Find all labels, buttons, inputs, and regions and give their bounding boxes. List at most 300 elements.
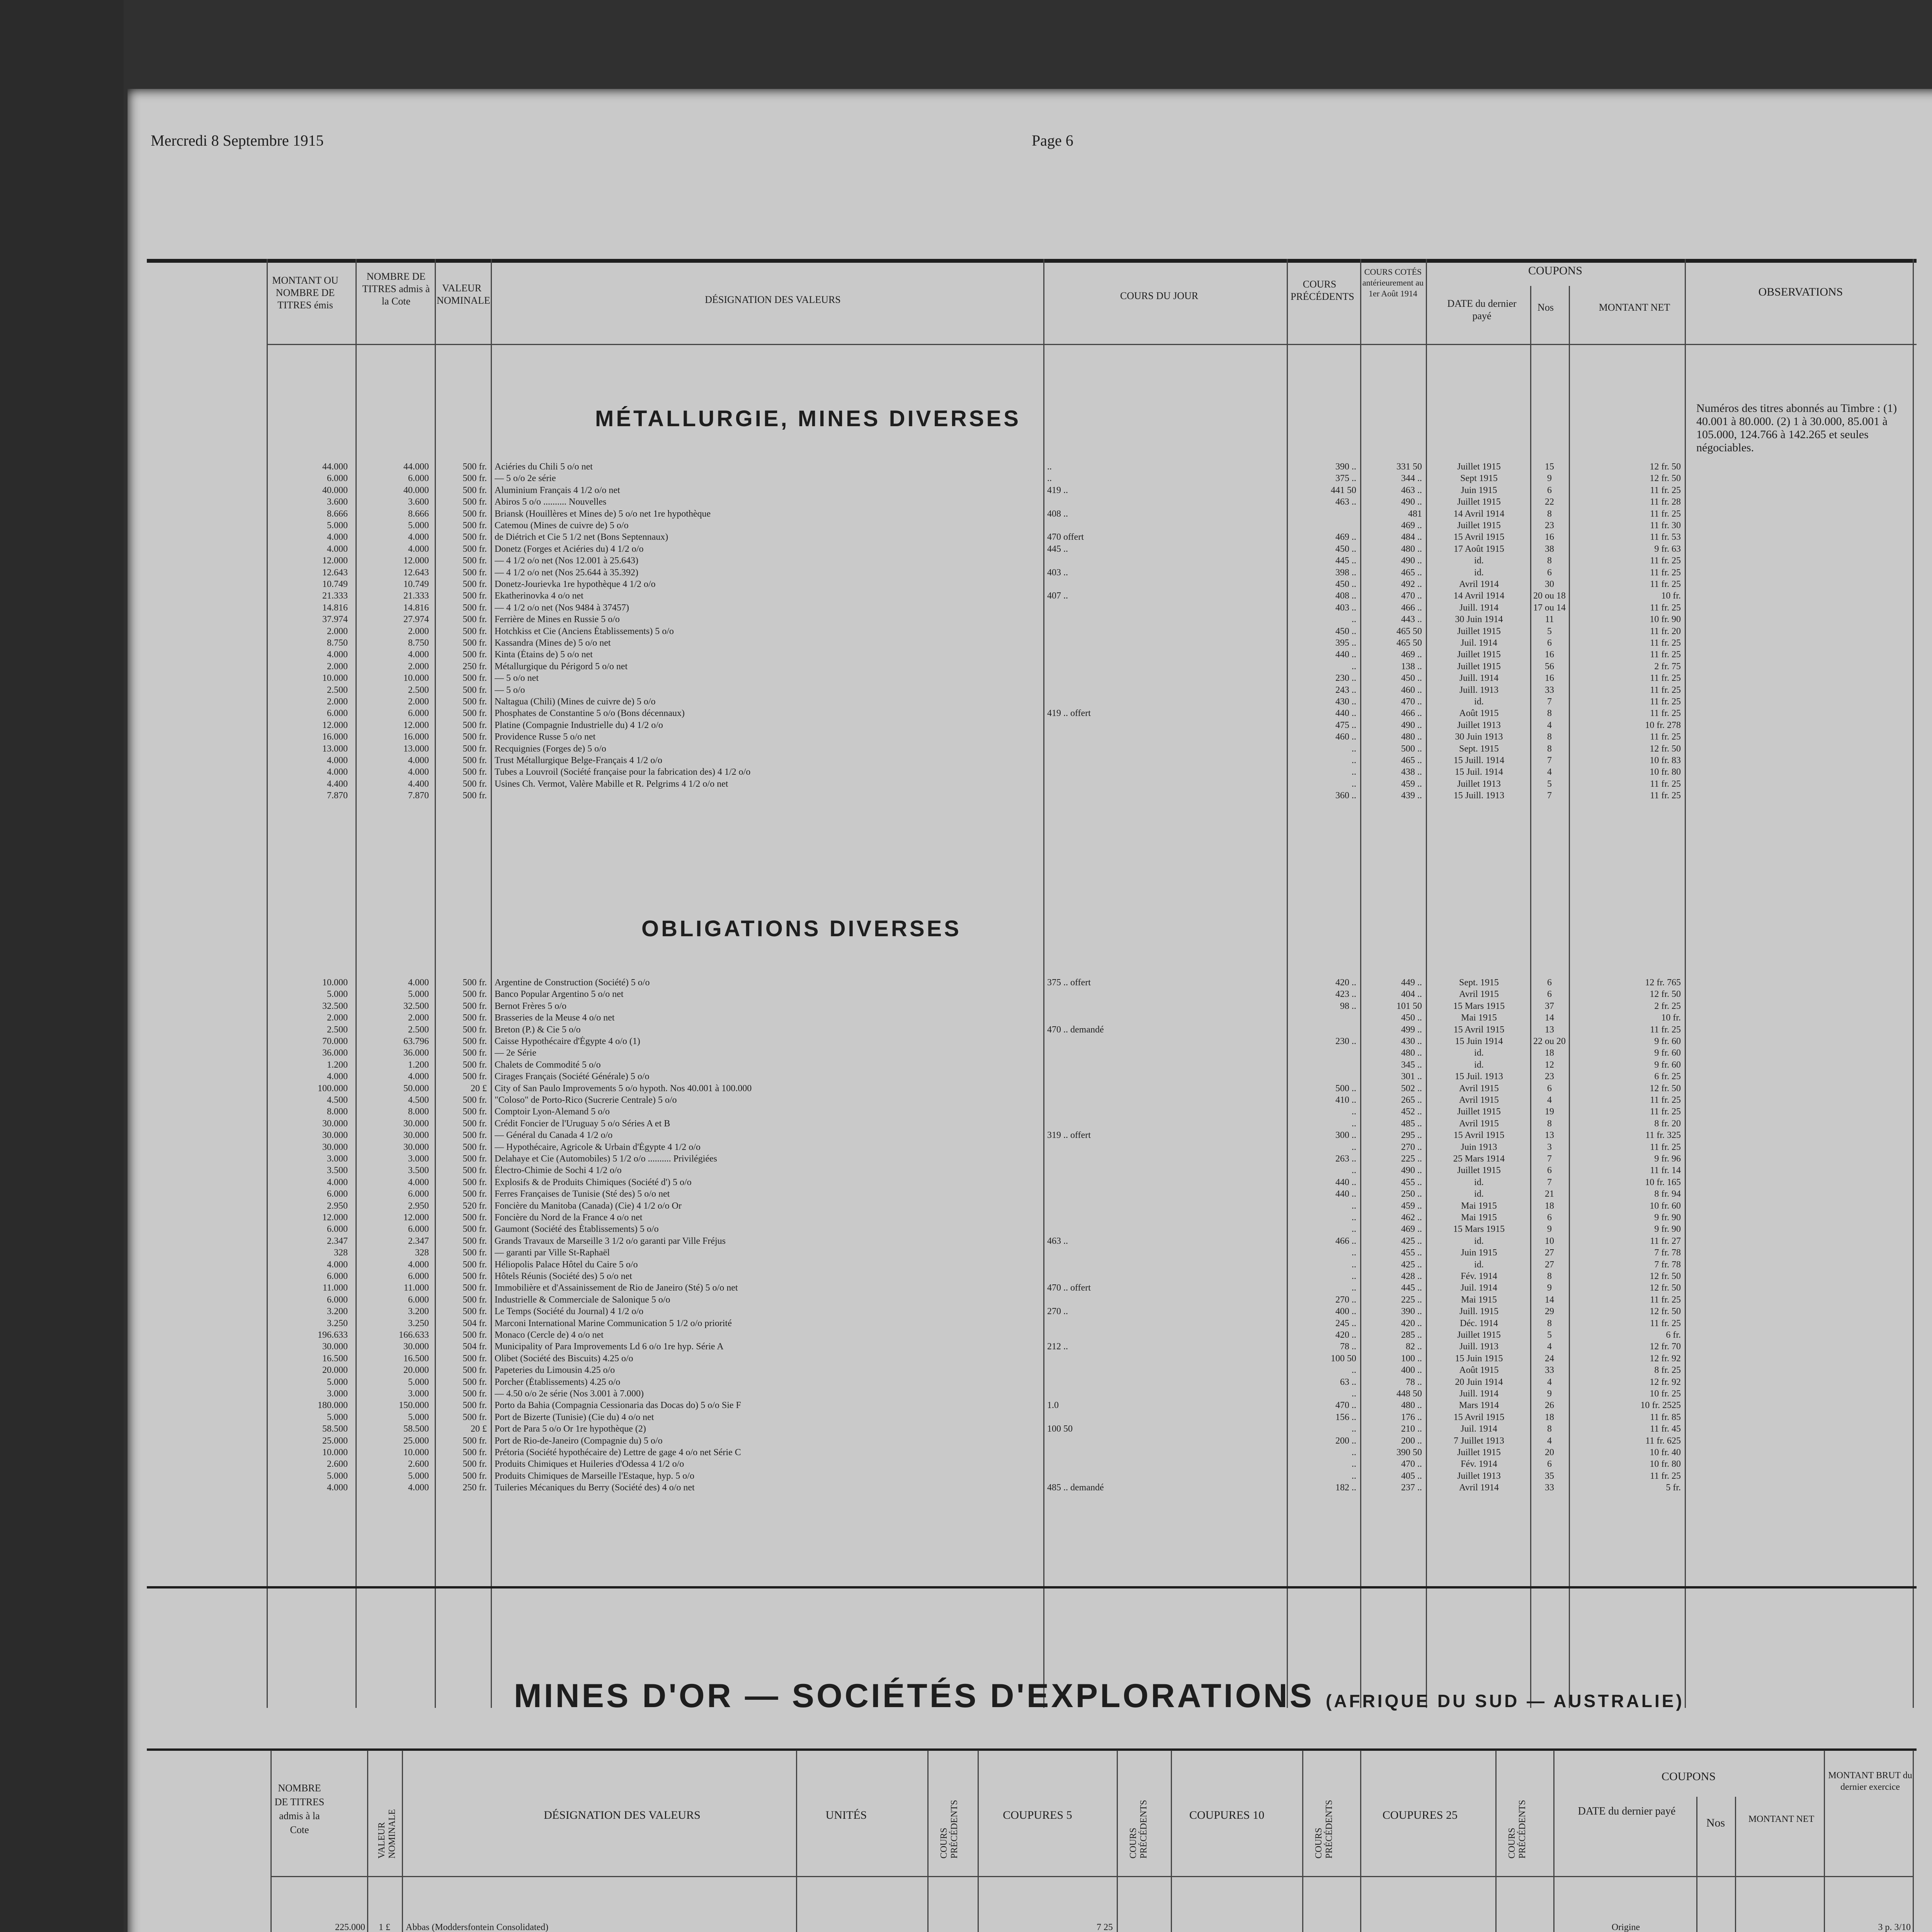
date-dernier-paye: Juillet 1915 (1457, 1330, 1501, 1340)
vrule (927, 1750, 929, 1932)
cours-precedent: 263 .. (1335, 1154, 1356, 1164)
cours-precedent: 100 50 (1331, 1353, 1356, 1364)
cours-cote: 470 .. (1401, 1459, 1422, 1469)
designation: Kinta (Étains de) 5 o/o net (495, 650, 593, 660)
valeur-nominale: 500 fr. (463, 638, 487, 648)
designation: — 4.50 o/o 2e série (Nos 3.001 à 7.000) (495, 1389, 644, 1399)
titres-admis: 2.000 (408, 626, 429, 636)
cours-cote: 225 .. (1401, 1154, 1422, 1164)
date-dernier-paye: Août 1915 (1459, 708, 1499, 719)
titres-admis: 7.870 (408, 791, 429, 801)
titres-emis: 13.000 (322, 743, 348, 754)
date-dernier-paye: Juillet 1913 (1457, 720, 1501, 730)
titres-admis: 20.000 (403, 1365, 429, 1376)
titres-admis: 3.600 (408, 497, 429, 507)
designation: Recquignies (Forges de) 5 o/o (495, 743, 606, 754)
valeur-nominale: 500 fr. (463, 1400, 487, 1411)
titres-emis: 2.950 (327, 1201, 348, 1211)
valeur-nominale: 500 fr. (463, 989, 487, 1000)
cours-du-jour: 408 .. (1047, 509, 1068, 519)
coupon-numero: 15 (1545, 462, 1554, 472)
coupon-numero: 16 (1545, 532, 1554, 543)
col-coupons: COUPONS (1528, 264, 1583, 277)
montant-net: 11 fr. 25 (1650, 567, 1681, 578)
montant-net: 7 fr. 78 (1654, 1259, 1681, 1270)
montant-net: 10 fr. 60 (1650, 1201, 1681, 1211)
titres-admis: 4.000 (408, 1071, 429, 1082)
titres-emis: 25.000 (322, 1435, 348, 1446)
coupon-numero: 18 (1545, 1201, 1554, 1211)
coupon-numero: 4 (1547, 1342, 1552, 1352)
cours-precedent: .. (1352, 614, 1356, 625)
cours-cote: 466 .. (1401, 708, 1422, 719)
designation: Providence Russe 5 o/o net (495, 732, 596, 742)
titres-admis: 12.643 (403, 567, 429, 578)
col-cours-precedents: COURS PRÉCÉDENTS (1291, 279, 1354, 302)
cours-cote: 455 .. (1401, 1177, 1422, 1187)
valeur-nominale: 500 fr. (463, 579, 487, 589)
gold-col-date: DATE du dernier payé (1578, 1805, 1676, 1817)
cours-cote: 390 50 (1396, 1447, 1422, 1458)
montant-net: 12 fr. 70 (1650, 1342, 1681, 1352)
gold-col-cours-prec-4: COURS PRÉCÉDENTS (1507, 1799, 1527, 1859)
coupon-numero: 13 (1545, 1130, 1554, 1141)
designation: Hôtels Réunis (Société des) 5 o/o net (495, 1271, 632, 1281)
montant-net: 12 fr. 50 (1650, 1271, 1681, 1281)
cours-cote: 405 .. (1401, 1471, 1422, 1481)
valeur-nominale: 500 fr. (463, 650, 487, 660)
titres-emis: 5.000 (327, 1412, 348, 1422)
titres-emis: 12.000 (322, 556, 348, 566)
titres-admis: 4.000 (408, 978, 429, 988)
coupon-numero: 16 (1545, 650, 1554, 660)
vrule (1426, 259, 1427, 1708)
col-date-paye: DATE du dernier payé (1447, 298, 1517, 321)
valeur-nominale: 500 fr. (463, 732, 487, 742)
titres-emis: 3.000 (327, 1154, 348, 1164)
valeur-nominale: 500 fr. (463, 1177, 487, 1187)
cours-cote: 462 .. (1401, 1213, 1422, 1223)
cours-precedent: 408 .. (1335, 591, 1356, 601)
cours-precedent: 398 .. (1335, 567, 1356, 578)
valeur-nominale: 20 £ (471, 1083, 487, 1094)
cours-precedent: 410 .. (1335, 1095, 1356, 1105)
col-nombre: NOMBRE DE TITRES admis à la Cote (362, 271, 430, 307)
cours-precedent: 423 .. (1335, 989, 1356, 1000)
coupon-numero: 27 (1545, 1248, 1554, 1258)
montant-net: 12 fr. 50 (1650, 1306, 1681, 1317)
cours-cote: 470 .. (1401, 697, 1422, 707)
montant-net: 12 fr. 50 (1650, 1083, 1681, 1094)
cours-precedent: 440 .. (1335, 1189, 1356, 1199)
titres-emis: 4.000 (327, 650, 348, 660)
date-dernier-paye: Mai 1915 (1461, 1213, 1497, 1223)
cours-cote: 200 .. (1401, 1435, 1422, 1446)
designation: Donetz (Forges et Aciéries du) 4 1/2 o/o (495, 544, 644, 554)
coupon-numero: 18 (1545, 1048, 1554, 1058)
titres-admis: 4.000 (408, 767, 429, 777)
vrule (796, 1750, 797, 1932)
cours-cote: 480 .. (1401, 544, 1422, 554)
vrule (1735, 1797, 1736, 1932)
cours-precedent: .. (1352, 1459, 1356, 1469)
coupon-numero: 33 (1545, 1365, 1554, 1376)
cours-cote: 450 .. (1401, 673, 1422, 684)
montant-net: 11 fr. 20 (1650, 626, 1681, 636)
designation: Ekatherinovka 4 o/o net (495, 591, 583, 601)
designation: — Général du Canada 4 1/2 o/o (495, 1130, 613, 1141)
titres-admis: 2.000 (408, 661, 429, 672)
montant-net: 11 fr. 25 (1650, 1142, 1681, 1152)
cours-precedent: 400 .. (1335, 1306, 1356, 1317)
titres-admis: 3.000 (408, 1154, 429, 1164)
titres-admis: 166.633 (399, 1330, 429, 1340)
titres-admis: 8.666 (408, 509, 429, 519)
montant-net: 11 fr. 30 (1650, 520, 1681, 531)
titres-admis: 36.000 (403, 1048, 429, 1058)
cours-cote: 449 .. (1401, 978, 1422, 988)
coupon-numero: 30 (1545, 579, 1554, 589)
date-dernier-paye: 15 Juil. 1913 (1455, 1071, 1503, 1082)
date-dernier-paye: id. (1474, 1259, 1484, 1270)
coupon-numero: 8 (1547, 1424, 1552, 1434)
titres-emis: 328 (334, 1248, 348, 1258)
cours-cote: 463 .. (1401, 485, 1422, 495)
montant-net: 9 fr. 60 (1654, 1036, 1681, 1046)
valeur-nominale: 500 fr. (463, 1447, 487, 1458)
valeur-nominale: 500 fr. (463, 1189, 487, 1199)
montant-net: 12 fr. 50 (1650, 989, 1681, 1000)
cours-cote: 390 .. (1401, 1306, 1422, 1317)
date-dernier-paye: id. (1474, 697, 1484, 707)
section-metallurgie: MÉTALLURGIE, MINES DIVERSES (595, 406, 1021, 431)
cours-precedent: .. (1352, 1389, 1356, 1399)
cours-cote: 465 50 (1396, 626, 1422, 636)
titres-admis: 6.000 (408, 1189, 429, 1199)
cours-cote: 445 .. (1401, 1283, 1422, 1293)
gold-col-coupures10: COUPURES 10 (1189, 1809, 1265, 1821)
montant-net: 11 fr. 25 (1650, 732, 1681, 742)
titres-emis: 2.000 (327, 661, 348, 672)
valeur-nominale: 500 fr. (463, 1459, 487, 1469)
designation: Tuileries Mécaniques du Berry (Société des) 4 o/o net (495, 1483, 695, 1493)
titres-admis: 6.000 (408, 473, 429, 484)
designation: Hotchkiss et Cie (Anciens Établissements) 5 o/o (495, 626, 674, 636)
coupon-numero: 35 (1545, 1471, 1554, 1481)
montant-net: 11 fr. 45 (1650, 1424, 1681, 1434)
cours-cote: 404 .. (1401, 989, 1422, 1000)
cours-precedent: 430 .. (1335, 697, 1356, 707)
cours-precedent: 230 .. (1335, 1036, 1356, 1046)
designation: Porcher (Établissements) 4.25 o/o (495, 1377, 621, 1387)
coupon-numero: 7 (1547, 697, 1552, 707)
cours-precedent: 63 .. (1340, 1377, 1356, 1387)
cours-cote: 469 .. (1401, 1224, 1422, 1235)
vrule (978, 1750, 979, 1932)
coupon-numero: 5 (1547, 1330, 1552, 1340)
valeur-nominale: 500 fr. (463, 544, 487, 554)
titres-admis: 2.000 (408, 1013, 429, 1023)
titres-admis: 5.000 (408, 1471, 429, 1481)
designation: Municipality of Para Improvements Ld 6 o/o 1re hyp. Série A (495, 1342, 724, 1352)
cours-precedent: .. (1352, 1447, 1356, 1458)
coupon-numero: 18 (1545, 1412, 1554, 1422)
cours-cote: 345 .. (1401, 1060, 1422, 1070)
montant-net: 10 fr. 25 (1650, 1389, 1681, 1399)
valeur-nominale: 500 fr. (463, 1130, 487, 1141)
coupon-numero: 29 (1545, 1306, 1554, 1317)
montant-net: 11 fr. 28 (1650, 497, 1681, 507)
cours-precedent: .. (1352, 1424, 1356, 1434)
montant-net: 11 fr. 25 (1650, 1024, 1681, 1035)
cours-cote: 502 .. (1401, 1083, 1422, 1094)
cours-cote: 481 (1408, 509, 1422, 519)
coupon-numero: 33 (1545, 1483, 1554, 1493)
date-dernier-paye: Origine (1611, 1922, 1640, 1932)
cours-precedent: .. (1352, 1224, 1356, 1235)
cours-precedent: 420 .. (1335, 978, 1356, 988)
titres-admis: 10.000 (403, 673, 429, 684)
cours-cote: 425 .. (1401, 1236, 1422, 1246)
titres-emis: 3.500 (327, 1165, 348, 1176)
gold-col-designation: DÉSIGNATION DES VALEURS (544, 1809, 701, 1821)
cours-du-jour: 470 .. offert (1047, 1283, 1091, 1293)
montant-net: 9 fr. 60 (1654, 1048, 1681, 1058)
montant-net: 8 fr. 20 (1654, 1118, 1681, 1129)
coupon-numero: 22 (1545, 497, 1554, 507)
titres-emis: 30.000 (322, 1142, 348, 1152)
montant-net: 12 fr. 50 (1650, 473, 1681, 484)
cours-du-jour: 470 offert (1047, 532, 1084, 543)
titres-admis: 4.500 (408, 1095, 429, 1105)
titres-emis: 36.000 (322, 1048, 348, 1058)
designation: — 5 o/o net (495, 673, 539, 684)
designation: Trust Métallurgique Belge-Français 4 1/2 o/o (495, 755, 662, 765)
valeur-nominale: 500 fr. (463, 497, 487, 507)
cours-cote: 331 50 (1396, 462, 1422, 472)
vrule (1043, 259, 1044, 1708)
cours-precedent: .. (1352, 661, 1356, 672)
valeur-nominale: 500 fr. (463, 1060, 487, 1070)
designation: Abbas (Moddersfontein Consolidated) (406, 1922, 549, 1932)
cours-cote: 438 .. (1401, 767, 1422, 777)
vrule (1553, 1750, 1554, 1932)
designation: Ferrière de Mines en Russie 5 o/o (495, 614, 620, 625)
cours-precedent: .. (1352, 755, 1356, 765)
titres-emis: 6.000 (327, 473, 348, 484)
cours-cote: 480 .. (1401, 732, 1422, 742)
designation: Port de Para 5 o/o Or 1re hypothèque (2) (495, 1424, 646, 1434)
cours-cote: 430 .. (1401, 1036, 1422, 1046)
date-dernier-paye: Fév. 1914 (1461, 1271, 1497, 1281)
designation: Caisse Hypothécaire d'Égypte 4 o/o (1) (495, 1036, 640, 1046)
valeur-nominale: 500 fr. (463, 791, 487, 801)
coupon-numero: 6 (1547, 1459, 1552, 1469)
coupon-numero: 4 (1547, 1095, 1552, 1105)
cours-precedent: 395 .. (1335, 638, 1356, 648)
titres-admis: 6.000 (408, 1294, 429, 1305)
titres-admis: 27.974 (403, 614, 429, 625)
valeur-nominale: 520 fr. (463, 1201, 487, 1211)
titres-emis: 5.000 (327, 1471, 348, 1481)
montant-net: 11 fr. 25 (1650, 673, 1681, 684)
gold-col-montant-net: MONTANT NET (1748, 1814, 1815, 1824)
designation: Kassandra (Mines de) 5 o/o net (495, 638, 611, 648)
vrule (1913, 1750, 1914, 1932)
date-dernier-paye: Juillet 1915 (1457, 626, 1501, 636)
cours-cote: 176 .. (1401, 1412, 1422, 1422)
valeur-nominale: 500 fr. (463, 567, 487, 578)
gold-col-coupures25: COUPURES 25 (1382, 1809, 1458, 1821)
titres-emis: 70.000 (322, 1036, 348, 1046)
montant-net: 11 fr. 25 (1650, 1471, 1681, 1481)
designation: Bernot Frères 5 o/o (495, 1001, 566, 1011)
titres-admis: 3.500 (408, 1165, 429, 1176)
date-dernier-paye: 15 Avril 1915 (1453, 1412, 1505, 1422)
date-dernier-paye: id. (1474, 1177, 1484, 1187)
date-dernier-paye: Avril 1915 (1459, 1118, 1499, 1129)
date-dernier-paye: 15 Juil. 1914 (1455, 767, 1503, 777)
valeur-nominale: 250 fr. (463, 1483, 487, 1493)
designation: Crédit Foncier de l'Uruguay 5 o/o Séries A et B (495, 1118, 670, 1129)
cours-cote: 466 .. (1401, 602, 1422, 613)
cours-cote: 484 .. (1401, 532, 1422, 543)
cours-cote: 469 .. (1401, 520, 1422, 531)
titres-admis: 10.000 (403, 1447, 429, 1458)
titres-admis: 12.000 (403, 720, 429, 730)
cours-precedent: .. (1352, 779, 1356, 789)
coupon-numero: 8 (1547, 1118, 1552, 1129)
titres-admis: 11.000 (403, 1283, 429, 1293)
titres-admis: 30.000 (403, 1342, 429, 1352)
date-dernier-paye: 15 Mars 1915 (1453, 1001, 1505, 1011)
cours-cote: 490 .. (1401, 497, 1422, 507)
designation: Briansk (Houillères et Mines de) 5 o/o net 1re hypothèque (495, 509, 711, 519)
titres-emis: 2.000 (327, 626, 348, 636)
date-dernier-paye: Avril 1915 (1459, 989, 1499, 1000)
designation: Immobilière et d'Assainissement de Rio de Janeiro (Sté) 5 o/o net (495, 1283, 738, 1293)
cours-precedent: .. (1352, 1283, 1356, 1293)
titres-admis: 6.000 (408, 1224, 429, 1235)
gold-col-valeur: VALEUR NOMINALE (377, 1809, 397, 1859)
titres-emis: 6.000 (327, 1294, 348, 1305)
titres-admis: 30.000 (403, 1118, 429, 1129)
cours-precedent: 300 .. (1335, 1130, 1356, 1141)
valeur-nominale: 500 fr. (463, 697, 487, 707)
titres-admis: 16.500 (403, 1353, 429, 1364)
designation: Platine (Compagnie Industrielle du) 4 1/2 o/o (495, 720, 663, 730)
designation: Le Temps (Société du Journal) 4 1/2 o/o (495, 1306, 644, 1317)
gold-col-cours-prec-3: COURS PRÉCÉDENTS (1314, 1799, 1334, 1859)
vrule (435, 259, 436, 1708)
cours-cote: 500 .. (1401, 743, 1422, 754)
valeur-nominale: 500 fr. (463, 1330, 487, 1340)
montant-net: 11 fr. 25 (1650, 779, 1681, 789)
montant-net: 12 fr. 50 (1650, 743, 1681, 754)
cours-cote: 82 .. (1406, 1342, 1422, 1352)
designation: Aciéries du Chili 5 o/o net (495, 462, 593, 472)
cours-cote: 443 .. (1401, 614, 1422, 625)
col-valeur: VALEUR NOMINALE (437, 282, 490, 306)
titres-emis: 4.400 (327, 779, 348, 789)
vrule (1171, 1750, 1172, 1932)
header-underline (267, 344, 1917, 345)
valeur-nominale: 500 fr. (463, 520, 487, 531)
valeur-nominale: 500 fr. (463, 1048, 487, 1058)
titres-emis: 2.347 (327, 1236, 348, 1246)
coupon-numero: 23 (1545, 1071, 1554, 1082)
coupon-numero: 4 (1547, 1435, 1552, 1446)
date-dernier-paye: 14 Avril 1914 (1453, 509, 1505, 519)
coupon-numero: 6 (1547, 638, 1552, 648)
cours-precedent: 390 .. (1335, 462, 1356, 472)
cours-cote: 225 .. (1401, 1294, 1422, 1305)
coupon-numero: 10 (1545, 1236, 1554, 1246)
designation: Catemou (Mines de cuivre de) 5 o/o (495, 520, 629, 531)
cours-precedent: 440 .. (1335, 708, 1356, 719)
valeur-nominale: 500 fr. (463, 1236, 487, 1246)
vrule (491, 259, 492, 1708)
coupon-numero: 13 (1545, 1024, 1554, 1035)
designation: Grands Travaux de Marseille 3 1/2 o/o garanti par Ville Fréjus (495, 1236, 726, 1246)
titres-admis: 150.000 (399, 1400, 429, 1411)
montant-net: 10 fr. 80 (1650, 767, 1681, 777)
cours-precedent: .. (1352, 1107, 1356, 1117)
designation: Naltagua (Chili) (Mines de cuivre de) 5 o/o (495, 697, 656, 707)
titres-emis: 2.500 (327, 1024, 348, 1035)
cours-du-jour: 485 .. demandé (1047, 1483, 1104, 1493)
cours-precedent: 470 .. (1335, 1400, 1356, 1411)
designation: Électro-Chimie de Sochi 4 1/2 o/o (495, 1165, 622, 1176)
observations-note: Numéros des titres abonnés au Timbre : (1) 40.001 à 80.000. (2) 1 à 30.000, 85.001 à 105.000, 124.766 à 142.265 et seules négociables. (1696, 402, 1897, 454)
titres-admis: 50.000 (403, 1083, 429, 1094)
cours-cote: 344 .. (1401, 473, 1422, 484)
valeur-nominale: 500 fr. (463, 1224, 487, 1235)
coupon-numero: 9 (1547, 1283, 1552, 1293)
designation: Porto da Bahia (Compagnia Cessionaria das Docas do) 5 o/o Sie F (495, 1400, 741, 1411)
montant-net: 11 fr. 25 (1650, 1294, 1681, 1305)
valeur-nominale: 500 fr. (463, 1306, 487, 1317)
titres-emis: 30.000 (322, 1342, 348, 1352)
date-dernier-paye: id. (1474, 556, 1484, 566)
titres-emis: 10.749 (322, 579, 348, 589)
valeur-nominale: 500 fr. (463, 755, 487, 765)
date-dernier-paye: Juillet 1915 (1457, 1447, 1501, 1458)
date-dernier-paye: Juin 1913 (1461, 1142, 1497, 1152)
coupon-numero: 26 (1545, 1400, 1554, 1411)
date-dernier-paye: id. (1474, 567, 1484, 578)
valeur-nominale: 500 fr. (463, 1036, 487, 1046)
date-dernier-paye: 20 Juin 1914 (1455, 1377, 1503, 1387)
cours-cote: 400 .. (1401, 1365, 1422, 1376)
titres-emis: 7.870 (327, 791, 348, 801)
date-dernier-paye: Juil. 1914 (1461, 1283, 1497, 1293)
cours-precedent: .. (1352, 1365, 1356, 1376)
titres-admis: 8.750 (408, 638, 429, 648)
designation: Cirages Français (Société Générale) 5 o/o (495, 1071, 650, 1082)
designation: Argentine de Construction (Société) 5 o/o (495, 978, 650, 988)
date-dernier-paye: Juil. 1914 (1461, 638, 1497, 648)
designation: Produits Chimiques de Marseille l'Estaque, hyp. 5 o/o (495, 1471, 694, 1481)
cours-coupures-5: 7 25 (1097, 1922, 1113, 1932)
titres-emis: 180.000 (318, 1400, 348, 1411)
coupon-numero: 8 (1547, 509, 1552, 519)
date-dernier-paye: 7 Juillet 1913 (1454, 1435, 1504, 1446)
date-dernier-paye: id. (1474, 1236, 1484, 1246)
designation: — 4 1/2 o/o net (Nos 25.644 à 35.392) (495, 567, 638, 578)
section-obligations: OBLIGATIONS DIVERSES (641, 916, 961, 941)
date-dernier-paye: Sept 1915 (1460, 473, 1498, 484)
